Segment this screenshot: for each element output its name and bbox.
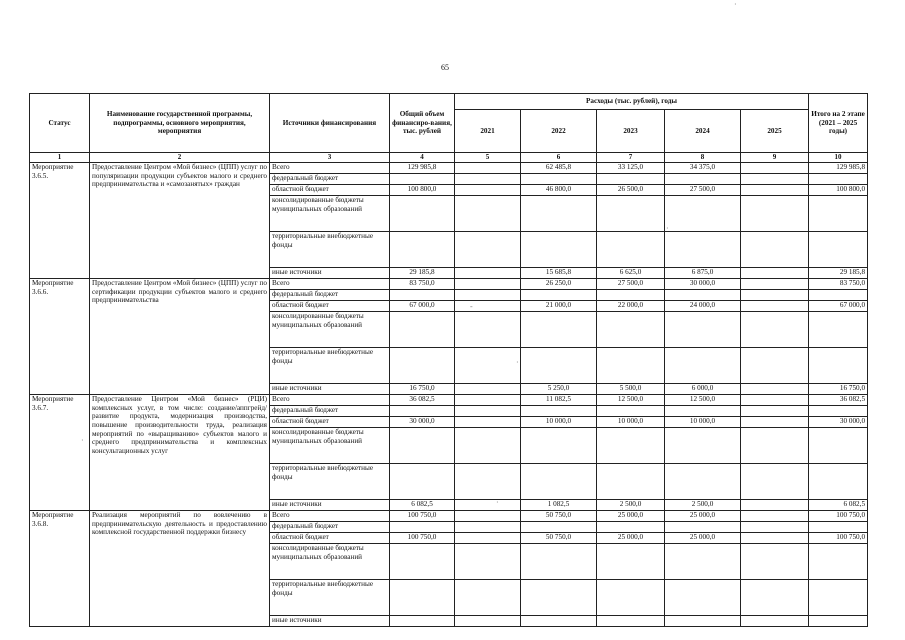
- column-number: 3: [270, 153, 390, 163]
- cell-year-2024: [665, 616, 741, 627]
- scan-mark: ·: [516, 358, 519, 367]
- cell-year-2023: [597, 544, 665, 580]
- cell-year-2021: [455, 500, 521, 511]
- cell-year-2025: [741, 290, 809, 301]
- cell-year-2021: [455, 417, 521, 428]
- cell-year-2023: [597, 196, 665, 232]
- cell-stage-total: 100 750,0: [809, 511, 868, 522]
- cell-year-2021: [455, 348, 521, 384]
- cell-year-2025: [741, 544, 809, 580]
- cell-total-volume: [390, 290, 455, 301]
- cell-stage-total: [809, 232, 868, 268]
- cell-year-2022: [521, 174, 597, 185]
- cell-year-2025: [741, 232, 809, 268]
- measure-status: Мероприятие 3.6.5.: [30, 163, 90, 279]
- cell-year-2023: [597, 312, 665, 348]
- cell-stage-total: [809, 522, 868, 533]
- cell-year-2022: [521, 580, 597, 616]
- cell-stage-total: [809, 428, 868, 464]
- cell-total-volume: [390, 406, 455, 417]
- cell-year-2025: [741, 533, 809, 544]
- cell-year-2023: [597, 406, 665, 417]
- scan-mark: ·: [81, 436, 84, 445]
- header-year: 2022: [521, 110, 597, 153]
- funding-source: консолидированные бюджеты муниципальных образований: [270, 428, 390, 464]
- cell-year-2023: 33 125,0: [597, 163, 665, 174]
- cell-year-2021: [455, 232, 521, 268]
- cell-stage-total: [809, 616, 868, 627]
- cell-total-volume: [390, 522, 455, 533]
- cell-year-2022: [521, 464, 597, 500]
- cell-year-2025: [741, 312, 809, 348]
- cell-year-2025: [741, 174, 809, 185]
- cell-year-2025: [741, 163, 809, 174]
- cell-year-2023: 22 000,0: [597, 301, 665, 312]
- funding-source: Всего: [270, 511, 390, 522]
- cell-year-2025: [741, 511, 809, 522]
- cell-year-2025: [741, 616, 809, 627]
- cell-year-2022: 21 000,0: [521, 301, 597, 312]
- cell-year-2025: [741, 384, 809, 395]
- column-number: 6: [521, 153, 597, 163]
- cell-year-2025: [741, 406, 809, 417]
- cell-total-volume: [390, 580, 455, 616]
- scan-mark: ·: [666, 224, 669, 233]
- table-row: [30, 279, 868, 290]
- cell-total-volume: 30 000,0: [390, 417, 455, 428]
- cell-total-volume: 67 000,0: [390, 301, 455, 312]
- header-stage-total: Итого на 2 этапе (2021 – 2025 годы): [809, 94, 868, 153]
- cell-total-volume: 100 800,0: [390, 185, 455, 196]
- cell-year-2022: [521, 522, 597, 533]
- cell-total-volume: [390, 544, 455, 580]
- cell-year-2022: [521, 406, 597, 417]
- column-number: 8: [665, 153, 741, 163]
- funding-source: федеральный бюджет: [270, 174, 390, 185]
- cell-year-2023: [597, 348, 665, 384]
- measure-name: Реализация мероприятий по вовлечению в предпринимательскую деятельность и предоставлению комплексной государственной поддержки бизнесу: [90, 511, 270, 627]
- cell-year-2023: [597, 290, 665, 301]
- header-year: 2025: [741, 110, 809, 153]
- cell-total-volume: 36 082,5: [390, 395, 455, 406]
- cell-year-2022: [521, 232, 597, 268]
- cell-year-2024: 34 375,0: [665, 163, 741, 174]
- cell-stage-total: [809, 580, 868, 616]
- cell-year-2021: [455, 511, 521, 522]
- cell-total-volume: 100 750,0: [390, 533, 455, 544]
- cell-total-volume: 129 985,8: [390, 163, 455, 174]
- cell-total-volume: 16 750,0: [390, 384, 455, 395]
- cell-stage-total: [809, 174, 868, 185]
- cell-year-2024: [665, 348, 741, 384]
- cell-year-2025: [741, 268, 809, 279]
- cell-year-2024: [665, 428, 741, 464]
- cell-year-2022: 46 800,0: [521, 185, 597, 196]
- cell-year-2023: 10 000,0: [597, 417, 665, 428]
- cell-year-2021: [455, 522, 521, 533]
- funding-source: Всего: [270, 279, 390, 290]
- cell-year-2022: 50 750,0: [521, 511, 597, 522]
- measure-name: Предоставление Центром «Мой бизнес» (ЦПП) услуг по сертификации продукции субъектов малого и среднего предпринимательства: [90, 279, 270, 395]
- cell-year-2023: 26 500,0: [597, 185, 665, 196]
- scan-mark: ‑: [470, 302, 473, 311]
- cell-year-2024: [665, 580, 741, 616]
- cell-year-2024: [665, 522, 741, 533]
- cell-year-2021: [455, 464, 521, 500]
- cell-year-2022: [521, 290, 597, 301]
- cell-year-2021: [455, 185, 521, 196]
- table-row: [30, 511, 868, 522]
- cell-total-volume: [390, 348, 455, 384]
- table-row: [30, 163, 868, 174]
- cell-year-2022: 10 000,0: [521, 417, 597, 428]
- financing-table: [29, 93, 868, 627]
- cell-year-2024: 30 000,0: [665, 279, 741, 290]
- column-number: 2: [90, 153, 270, 163]
- measure-status: Мероприятие 3.6.7.: [30, 395, 90, 511]
- cell-year-2025: [741, 428, 809, 464]
- funding-source: областной бюджет: [270, 533, 390, 544]
- cell-year-2021: [455, 290, 521, 301]
- cell-total-volume: [390, 174, 455, 185]
- cell-year-2023: 6 625,0: [597, 268, 665, 279]
- cell-year-2023: 25 000,0: [597, 511, 665, 522]
- cell-total-volume: [390, 616, 455, 627]
- funding-source: территориальные внебюджетные фонды: [270, 348, 390, 384]
- cell-year-2024: [665, 406, 741, 417]
- header-year: 2023: [597, 110, 665, 153]
- cell-stage-total: 36 082,5: [809, 395, 868, 406]
- funding-source: Всего: [270, 395, 390, 406]
- cell-year-2024: 2 500,0: [665, 500, 741, 511]
- cell-year-2022: 62 485,8: [521, 163, 597, 174]
- funding-source: областной бюджет: [270, 185, 390, 196]
- page-number: 65: [441, 63, 449, 72]
- scan-mark: ·: [734, 0, 737, 9]
- cell-year-2023: [597, 616, 665, 627]
- cell-year-2022: [521, 428, 597, 464]
- cell-year-2021: [455, 268, 521, 279]
- cell-year-2023: [597, 464, 665, 500]
- table-row: [30, 395, 868, 406]
- cell-year-2021: [455, 312, 521, 348]
- measure-status: Мероприятие 3.6.8.: [30, 511, 90, 627]
- cell-year-2023: 27 500,0: [597, 279, 665, 290]
- cell-total-volume: 83 750,0: [390, 279, 455, 290]
- funding-source: иные источники: [270, 268, 390, 279]
- cell-year-2024: 12 500,0: [665, 395, 741, 406]
- cell-stage-total: 83 750,0: [809, 279, 868, 290]
- column-number-row: [30, 153, 868, 163]
- cell-year-2025: [741, 500, 809, 511]
- funding-source: иные источники: [270, 616, 390, 627]
- cell-year-2023: 5 500,0: [597, 384, 665, 395]
- cell-year-2024: [665, 196, 741, 232]
- cell-year-2024: [665, 290, 741, 301]
- measure-name: Предоставление Центром «Мой бизнес» (ЦПП) услуг по популяризации продукции субъектов малого и среднего предпринимательства и «самозанятых» граждан: [90, 163, 270, 279]
- cell-year-2021: [455, 580, 521, 616]
- cell-year-2025: [741, 348, 809, 384]
- cell-total-volume: [390, 428, 455, 464]
- cell-year-2024: [665, 544, 741, 580]
- funding-source: областной бюджет: [270, 417, 390, 428]
- funding-source: иные источники: [270, 384, 390, 395]
- cell-year-2025: [741, 301, 809, 312]
- cell-year-2023: [597, 428, 665, 464]
- cell-year-2022: 1 082,5: [521, 500, 597, 511]
- column-number: 1: [30, 153, 90, 163]
- cell-year-2021: [455, 616, 521, 627]
- cell-year-2024: 6 875,0: [665, 268, 741, 279]
- cell-year-2021: [455, 395, 521, 406]
- cell-year-2024: 24 000,0: [665, 301, 741, 312]
- cell-total-volume: [390, 464, 455, 500]
- header-expenses-group: Расходы (тыс. рублей), годы: [455, 94, 809, 110]
- cell-year-2021: [455, 174, 521, 185]
- cell-year-2024: 25 000,0: [665, 511, 741, 522]
- cell-total-volume: [390, 196, 455, 232]
- cell-year-2023: [597, 522, 665, 533]
- funding-source: федеральный бюджет: [270, 406, 390, 417]
- cell-year-2022: 50 750,0: [521, 533, 597, 544]
- cell-year-2021: [455, 544, 521, 580]
- cell-total-volume: [390, 232, 455, 268]
- funding-source: территориальные внебюджетные фонды: [270, 464, 390, 500]
- measure-name: Предоставление Центром «Мой бизнес» (РЦИ) комплексных услуг, в том числе: создание/аппгрейд/развитие продукта, модернизация производства, повышение производительности труда, реализация мероприятий по «выращиванию» субъектов малого и среднего предпринимательства и комплексных консультационных услуг: [90, 395, 270, 511]
- cell-year-2022: [521, 348, 597, 384]
- cell-total-volume: [390, 312, 455, 348]
- cell-stage-total: [809, 544, 868, 580]
- header-year: 2021: [455, 110, 521, 153]
- cell-year-2023: 25 000,0: [597, 533, 665, 544]
- cell-year-2024: [665, 232, 741, 268]
- header-total-volume: Общий объем финансиро-вания, тыс. рублей: [390, 94, 455, 153]
- cell-year-2024: 25 000,0: [665, 533, 741, 544]
- cell-stage-total: [809, 196, 868, 232]
- cell-year-2024: 27 500,0: [665, 185, 741, 196]
- cell-year-2022: 5 250,0: [521, 384, 597, 395]
- cell-total-volume: 6 082,5: [390, 500, 455, 511]
- cell-year-2023: [597, 174, 665, 185]
- cell-stage-total: 16 750,0: [809, 384, 868, 395]
- cell-year-2023: [597, 232, 665, 268]
- funding-source: консолидированные бюджеты муниципальных образований: [270, 544, 390, 580]
- funding-source: Всего: [270, 163, 390, 174]
- cell-stage-total: 129 985,8: [809, 163, 868, 174]
- cell-year-2025: [741, 522, 809, 533]
- cell-year-2025: [741, 185, 809, 196]
- column-number: 7: [597, 153, 665, 163]
- funding-source: иные источники: [270, 500, 390, 511]
- funding-source: территориальные внебюджетные фонды: [270, 580, 390, 616]
- funding-source: территориальные внебюджетные фонды: [270, 232, 390, 268]
- cell-year-2021: [455, 533, 521, 544]
- header-status: Статус: [30, 94, 90, 153]
- cell-year-2021: [455, 279, 521, 290]
- cell-stage-total: [809, 290, 868, 301]
- cell-year-2024: [665, 174, 741, 185]
- cell-year-2022: [521, 616, 597, 627]
- header-sources: Источники финансирования: [270, 94, 390, 153]
- cell-year-2025: [741, 395, 809, 406]
- measure-status: Мероприятие 3.6.6.: [30, 279, 90, 395]
- cell-year-2021: [455, 406, 521, 417]
- cell-stage-total: [809, 464, 868, 500]
- cell-total-volume: 29 185,8: [390, 268, 455, 279]
- cell-year-2025: [741, 580, 809, 616]
- column-number: 5: [455, 153, 521, 163]
- cell-year-2022: 26 250,0: [521, 279, 597, 290]
- funding-source: консолидированные бюджеты муниципальных образований: [270, 312, 390, 348]
- cell-year-2025: [741, 417, 809, 428]
- cell-year-2021: [455, 301, 521, 312]
- cell-stage-total: 100 800,0: [809, 185, 868, 196]
- cell-stage-total: [809, 312, 868, 348]
- cell-year-2025: [741, 464, 809, 500]
- cell-year-2022: [521, 544, 597, 580]
- cell-year-2022: 15 685,8: [521, 268, 597, 279]
- cell-year-2023: 2 500,0: [597, 500, 665, 511]
- cell-stage-total: [809, 348, 868, 384]
- cell-year-2023: 12 500,0: [597, 395, 665, 406]
- cell-stage-total: 29 185,8: [809, 268, 868, 279]
- column-number: 10: [809, 153, 868, 163]
- cell-year-2024: 6 000,0: [665, 384, 741, 395]
- cell-year-2024: 10 000,0: [665, 417, 741, 428]
- column-number: 4: [390, 153, 455, 163]
- header-year: 2024: [665, 110, 741, 153]
- cell-total-volume: 100 750,0: [390, 511, 455, 522]
- column-number: 9: [741, 153, 809, 163]
- cell-stage-total: 30 000,0: [809, 417, 868, 428]
- cell-stage-total: 100 750,0: [809, 533, 868, 544]
- cell-year-2025: [741, 196, 809, 232]
- cell-year-2021: [455, 384, 521, 395]
- cell-year-2022: [521, 312, 597, 348]
- cell-year-2021: [455, 196, 521, 232]
- cell-stage-total: 67 000,0: [809, 301, 868, 312]
- cell-year-2022: 11 082,5: [521, 395, 597, 406]
- cell-year-2022: [521, 196, 597, 232]
- cell-year-2025: [741, 279, 809, 290]
- cell-year-2023: [597, 580, 665, 616]
- cell-year-2024: [665, 312, 741, 348]
- header-name: Наименование государственной программы, подпрограммы, основного мероприятия, мероприятия: [90, 94, 270, 153]
- cell-year-2021: [455, 428, 521, 464]
- funding-source: консолидированные бюджеты муниципальных образований: [270, 196, 390, 232]
- cell-year-2024: [665, 464, 741, 500]
- cell-stage-total: [809, 406, 868, 417]
- funding-source: федеральный бюджет: [270, 290, 390, 301]
- cell-stage-total: 6 082,5: [809, 500, 868, 511]
- scan-mark: ·: [496, 498, 499, 507]
- funding-source: областной бюджет: [270, 301, 390, 312]
- funding-source: федеральный бюджет: [270, 522, 390, 533]
- cell-year-2021: [455, 163, 521, 174]
